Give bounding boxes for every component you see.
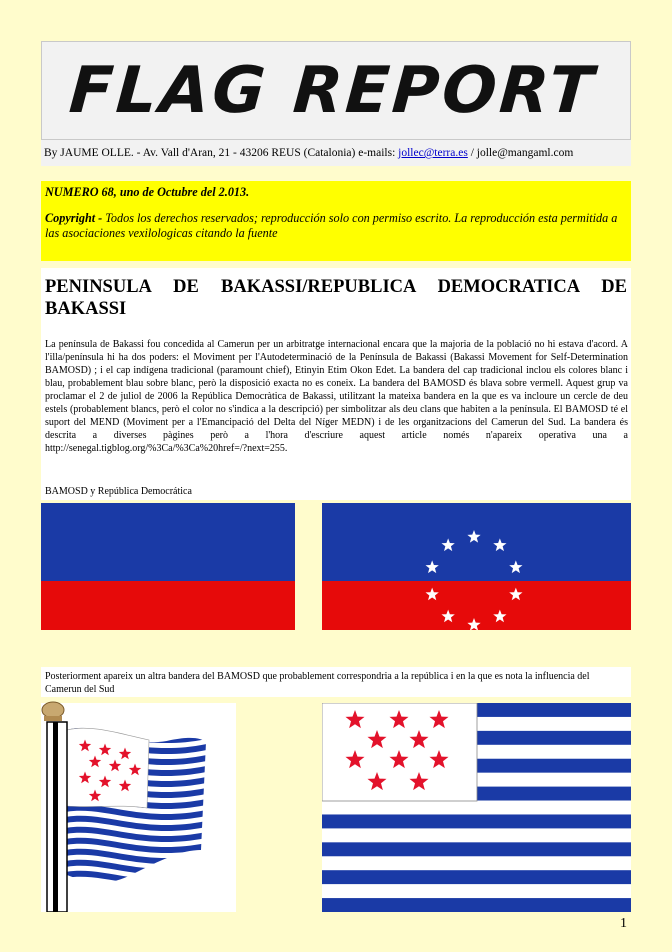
- republic-flag-blue-band: [322, 503, 631, 581]
- copyright-label: Copyright -: [45, 211, 106, 225]
- republic-flag-red-band: [322, 581, 631, 630]
- flag-pole-shade: [53, 722, 58, 912]
- issue-number: NUMERO 68, uno de Octubre del 2.013.: [45, 185, 250, 199]
- stripe: [322, 828, 631, 842]
- stripe: [322, 856, 631, 870]
- stars-stripes-flag: [322, 703, 631, 912]
- email-link[interactable]: jollec@terra.es: [398, 147, 468, 159]
- byline-email2: / jolle@mangaml.com: [467, 147, 574, 159]
- bamosd-flag: [41, 503, 295, 630]
- stripe: [322, 801, 631, 815]
- article-body: La península de Bakassi fou concedida al Camerun per un arbitratge internacional encara que la majoria de la població no hi estava d'acord. A l'illa/península hi ha dos poders: el Moviment per l'Autodeterminació de la Península de Bakassi (Bakassi Movement for Self-Determination BAMOSD) ; i el cap indígena tradicional (paramount chief), Etinyin Etim Okon Edet. La bandera del cap tradicional inclou els colores blanc i blau, probablement blau sobre blanc, però la disposició exacta no es coneix. La bandera del BAMOSD és blava sobre vermell. Aquest grup va proclamar el 2 de juliol de 2006 la República Democràtica de Bakassi, utilitzant la mateixa bandera en la que es va incloure un cercle de deu estels (probablement blancs, però el color no s'indica a la descripció) per simbolitzar als deu clans que habiten a la península. El BAMOSD té el suport del MEND (Moviment per a l'Emancipació del Delta del Níger MEDN) i de les organitzacions del Camerun del Sud. La bandera és descrita a diverses pàgines però a l'hora d'escriure aquest article només n'apareix operativa una a http://senegal.tigblog.org/%3Ca/%3Ca%20href=/?next=255.: [45, 339, 628, 454]
- waving-flag-canton: [67, 728, 149, 808]
- masthead: [41, 41, 631, 140]
- bamosd-flag-red-band: [41, 581, 295, 630]
- stripe: [322, 814, 631, 828]
- article-title-line1: PENINSULA DE BAKASSI/REPUBLICA DEMOCRATICA DE: [45, 277, 627, 297]
- pole-finial-base: [44, 716, 62, 721]
- bamosd-flag-blue-band: [41, 503, 295, 581]
- article-title: [45, 276, 627, 320]
- masthead-title: FLAG REPORT: [66, 54, 599, 128]
- masthead-logo: [42, 42, 630, 139]
- stripe: [322, 884, 631, 898]
- copyright-notice: [45, 211, 627, 241]
- waving-flag: [41, 700, 236, 912]
- caption-later-flag: Posteriorment apareix un altra bandera del BAMOSD que probablement correspondria a la república i en la que es nota la influencia del Camerun del Sud: [45, 671, 590, 695]
- page-number: 1: [620, 916, 627, 931]
- article-title-line2: BAKASSI: [45, 299, 127, 319]
- copyright-text: Todos los derechos reservados; reproducción solo con permiso escrito. La reproducción esta permitida a las asociaciones vexilologicas citando la fuente: [45, 211, 618, 240]
- byline-text: By JAUME OLLE. - Av. Vall d'Aran, 21 - 43206 REUS (Catalonia) e-mails:: [44, 147, 399, 159]
- issue-box: [41, 181, 631, 261]
- wave-stripe: [61, 871, 211, 886]
- stripe: [322, 842, 631, 856]
- republic-flag: [322, 503, 631, 630]
- caption-bamosd: BAMOSD y República Democrática: [45, 486, 192, 497]
- stripe: [322, 870, 631, 884]
- stripe: [322, 898, 631, 912]
- byline: [41, 140, 631, 166]
- pole-finial: [42, 702, 64, 718]
